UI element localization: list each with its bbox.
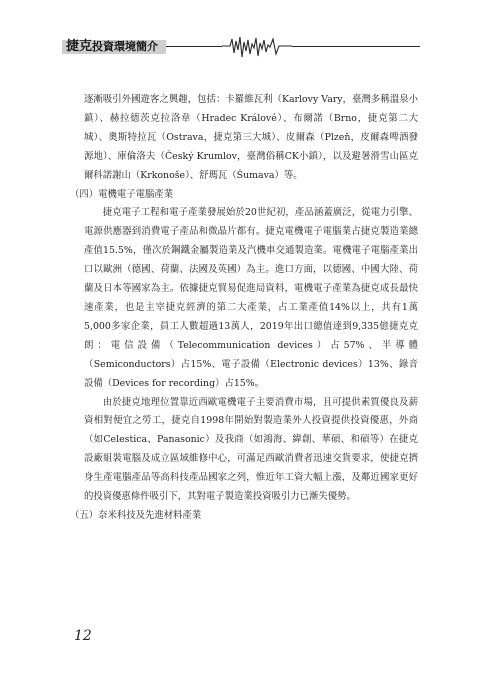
paragraph-electronics-investment: 由於捷克地理位置靠近西歐電機電子主要消費市場，且可提供素質優良及薪資相對便宜之勞工，捷克自1998年開始對製造業外人投資提供投資優惠，外商（如Celestica、Panasonic）及我商（如鴻海、緯創、華碩、和碩等）在捷克設廠組裝電腦及成立區域維修中心，可滿足西歐消費者迅速交貨要求，使捷克擠身生產電腦產品等高科技產品國家之列，惟近年工資大幅上漲，及鄰近國家更好的投資優惠條件吸引下，其對電子製造業投資吸引力已漸失優勢。 <box>84 396 418 503</box>
header-title-rest: 投資環境簡介 <box>92 40 159 53</box>
zigzag-wave-icon <box>222 35 292 59</box>
page-number: 12 <box>74 628 92 644</box>
page-body <box>70 91 418 526</box>
section-heading-electronics: （四）電機電子電腦產業 <box>70 188 174 200</box>
paragraph-electronics-overview: 捷克電子工程和電子產業發展始於20世紀初，產品涵蓋廣泛，從電力引擎、電源供應器到消費電子產品和微晶片都有。捷克電機電子電腦業占捷克製造業總產值15.5%，僅次於鋼鐵金屬製造業及汽機車交通製造業。電機電子電腦產業出口以歐洲（德國、荷蘭、法國及英國）為主。進口方面，以德國、中國大陸、荷蘭及日本等國家為主。依據捷克貿易促進局資料，電機電子產業為捷克成長最快速產業，也是主宰捷克經濟的第二大產業，占工業產值14%以上，共有1萬5,000多家企業，員工人數超過13萬人，2019年出口總值達到9,335億捷克克朗：電信設備（Telecommunication devices）占57%、半導體（Semiconductors）占15%、電子設備（Electronic devices）13%、錄音設備（Devices for recording）占15%。 <box>84 207 418 389</box>
paragraph-tourism-cities: 逐漸吸引外國遊客之興趣，包括：卡羅維瓦利（Karlovy Vary，臺灣多稱溫泉小鎮）、赫拉德茨克拉洛韋（Hradec Králové）、布爾諾（Brno，捷克第二大城）、奧斯特拉瓦（Ostrava，捷克第三大城）、皮爾森（Plzeň，皮爾森啤酒發源地）、庫倫洛夫（Český Krumlov，臺灣俗稱CK小鎮），以及避暑滑雪山區克爾科諾謝山（Krkonoše）、舒瑪瓦（Šumava）等。 <box>84 94 418 181</box>
header-title-main: 捷克 <box>66 39 93 54</box>
header-rule <box>166 46 420 47</box>
running-header <box>62 40 420 54</box>
section-heading-nanotech: （五）奈米科技及先進材料產業 <box>70 509 202 521</box>
header-title <box>66 40 158 54</box>
